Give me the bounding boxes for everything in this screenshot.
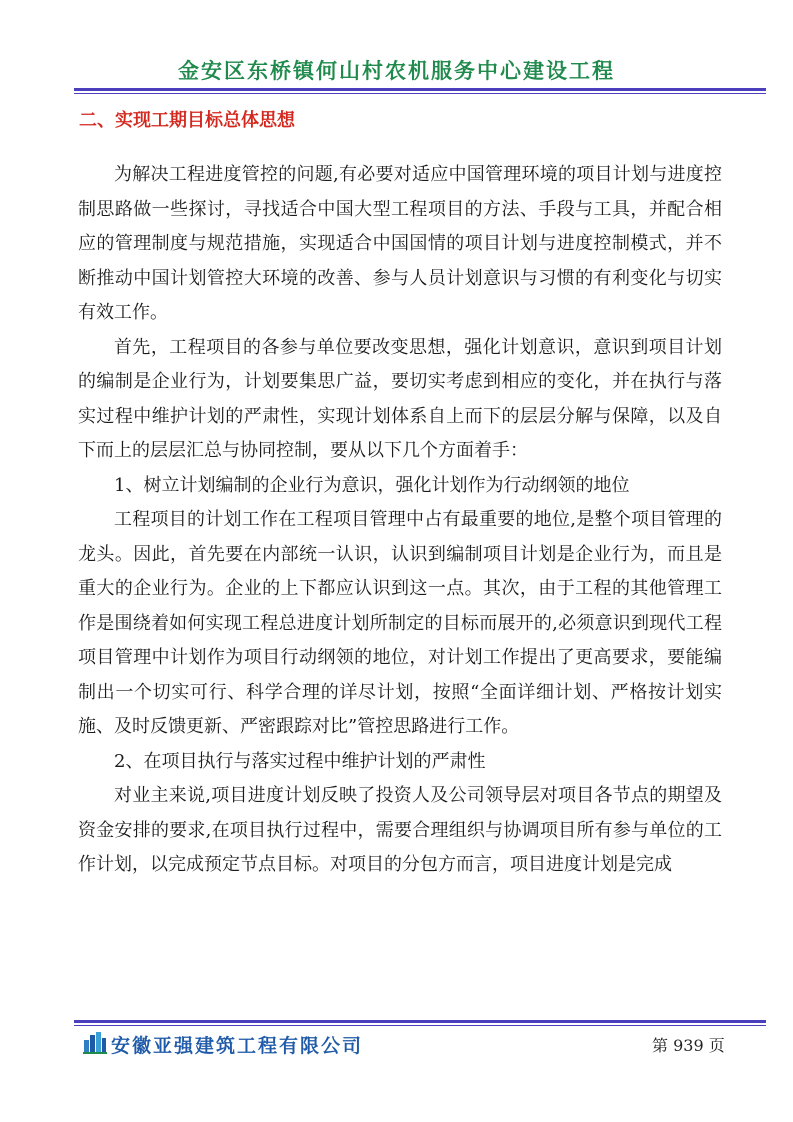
company-building-logo-icon [83, 1032, 107, 1054]
footer-company-name: 安徽亚强建筑工程有限公司 [111, 1035, 364, 1057]
subheading-2: 2、在项目执行与落实过程中维护计划的严肃性 [114, 750, 486, 772]
subheading-1: 1、树立计划编制的企业行为意识，强化计划作为行动纲领的地位 [114, 474, 630, 496]
paragraph-plan-role: 工程项目的计划工作在工程项目管理中占有最重要的地位,是整个项目管理的龙头。因此，首先要在内部统一认识，认识到编制项目计划是企业行为，而且是重大的企业行为。企业的上下都应认识到这一点。其次，由于工程的其他管理工作是围绕着如何实现工程总进度计划所制定的目标而展开的,必须意识到现代工程项目管理中计划作为项目行动纲领的地位，对计划工作提出了更高要求，要能编制出一个切实可行、科学合理的详尽计划，按照“全面详细计划、严格按计划实施、及时反馈更新、严密跟踪对比”管控思路进行工作。 [78, 509, 722, 737]
paragraph-first: 首先，工程项目的各参与单位要改变思想，强化计划意识，意识到项目计划的编制是企业行为，计划要集思广益，要切实考虑到相应的变化，并在执行与落实过程中维护计划的严肃性，实现计划体系自上而下的层层分解与保障，以及自下而上的层层汇总与协同控制，要从以下几个方面着手： [78, 336, 722, 461]
document-header-title: 金安区东桥镇何山村农机服务中心建设工程 [178, 59, 615, 83]
footer-divider-thin [74, 1025, 766, 1026]
paragraph-owner: 对业主来说,项目进度计划反映了投资人及公司领导层对项目各节点的期望及资金安排的要求,在项目执行过程中，需要合理组织与协调项目所有参与单位的工作计划，以完成预定节点目标。对项目的分包方而言，项目进度计划是完成 [78, 785, 722, 875]
footer-divider-thick [74, 1020, 766, 1023]
paragraph-intro: 为解决工程进度管控的问题,有必要对适应中国管理环境的项目计划与进度控制思路做一些探讨，寻找适合中国大型工程项目的方法、手段与工具，并配合相应的管理制度与规范措施，实现适合中国国情的项目计划与进度控制模式，并不断推动中国计划管控大环境的改善、参与人员计划意识与习惯的有利变化与切实有效工作。 [78, 164, 722, 323]
header-divider-thin [74, 93, 766, 94]
body-text [78, 158, 722, 883]
header-divider-thick [74, 88, 766, 91]
page-number: 第 939 页 [652, 1036, 725, 1055]
section-heading: 二、实现工期目标总体思想 [79, 110, 295, 131]
